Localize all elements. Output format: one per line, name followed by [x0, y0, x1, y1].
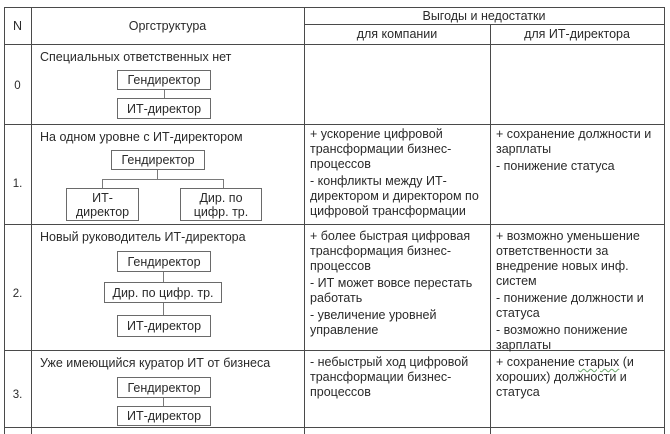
it-director-cell: [496, 127, 664, 176]
org-connector: [102, 179, 223, 180]
it-director-cell: [496, 229, 662, 355]
col-divider-org: [304, 7, 305, 434]
row-number: 3.: [12, 389, 23, 401]
org-box-digital-director: [180, 188, 262, 221]
con-item: - возможно понижение зарплаты: [496, 323, 628, 352]
org-connector: [223, 179, 224, 188]
org-connector: [102, 179, 103, 188]
org-connector: [164, 90, 165, 98]
org-box-it-director: ИТ-директор: [117, 98, 211, 119]
org-box-ceo: Гендиректор: [117, 377, 211, 398]
pro-item: + возможно уменьшение ответственности за внедрение новых инф. систем: [496, 229, 640, 288]
row-number: 0: [14, 80, 21, 92]
org-box-digital-director: Дир. по цифр. тр.: [104, 282, 222, 303]
header-bottom-border: [4, 44, 665, 45]
con-item: - понижение должности и статуса: [496, 291, 644, 320]
org-box-it-director: ИТ-директор: [117, 315, 211, 337]
con-item: - конфликты между ИТ-директором и директором по цифровой трансформации: [310, 174, 479, 218]
header-n: N: [12, 19, 23, 33]
box-line: директор: [75, 204, 130, 219]
pro-item: + ускорение цифровой трансформации бизнес-процессов: [310, 127, 452, 171]
row-title: Специальных ответственных нет: [40, 50, 232, 64]
company-cell: [310, 127, 492, 221]
org-box-it-director: ИТ-директор: [117, 406, 211, 426]
row-title: Новый руководитель ИТ-директора: [40, 230, 246, 244]
row-number: 1.: [12, 178, 23, 190]
con-item: - понижение статуса: [496, 159, 615, 173]
box-line: Дир. по: [199, 190, 243, 205]
con-item: - ИТ может вовсе перестать работать: [310, 276, 473, 305]
company-cell: [310, 355, 492, 402]
org-box-it-director: [66, 188, 139, 221]
row-title: Уже имеющийся куратор ИТ от бизнеса: [40, 356, 271, 370]
header-orgstructure: Оргструктура: [128, 19, 207, 33]
company-cell: [310, 229, 492, 340]
row-title: На одном уровне с ИТ-директором: [40, 130, 243, 144]
it-director-cell: [496, 355, 662, 402]
table-border-right: [664, 7, 665, 434]
text-part: + сохранение: [496, 355, 579, 369]
org-connector: [163, 398, 164, 406]
org-box-ceo: Гендиректор: [111, 150, 205, 170]
text-part: (и хороших) должности и статуса: [496, 355, 634, 399]
row-divider-1: [4, 224, 665, 225]
row-divider-3: [4, 427, 665, 428]
row-divider-0: [4, 124, 665, 125]
org-connector: [163, 272, 164, 282]
subheader-divider: [304, 24, 665, 25]
table-border-left: [4, 7, 5, 434]
pro-item: + более быстрая цифровая трансформация бизнес-процессов: [310, 229, 471, 273]
header-for-it-director: для ИТ-директора: [524, 27, 630, 41]
pro-item: + сохранение должности и зарплаты: [496, 127, 652, 156]
con-item: - небыстрый ход цифровой трансформации бизнес-процессов: [310, 355, 469, 399]
header-benefits: Выгоды и недостатки: [422, 9, 546, 23]
org-box-ceo: Гендиректор: [117, 70, 211, 90]
table-border-top: [4, 7, 665, 8]
org-box-ceo: Гендиректор: [117, 251, 211, 272]
box-line: ИТ-: [92, 190, 113, 205]
comparison-table: [4, 7, 665, 427]
header-for-company: для компании: [356, 27, 438, 41]
box-line: цифр. тр.: [193, 204, 249, 219]
org-connector: [157, 170, 158, 179]
con-item: - увеличение уровней управление: [310, 308, 437, 337]
col-divider-n: [31, 7, 32, 434]
row-number: 2.: [12, 288, 23, 300]
pro-item: [496, 355, 662, 400]
spellcheck-flagged-word: старых: [578, 355, 620, 369]
org-connector: [163, 303, 164, 315]
